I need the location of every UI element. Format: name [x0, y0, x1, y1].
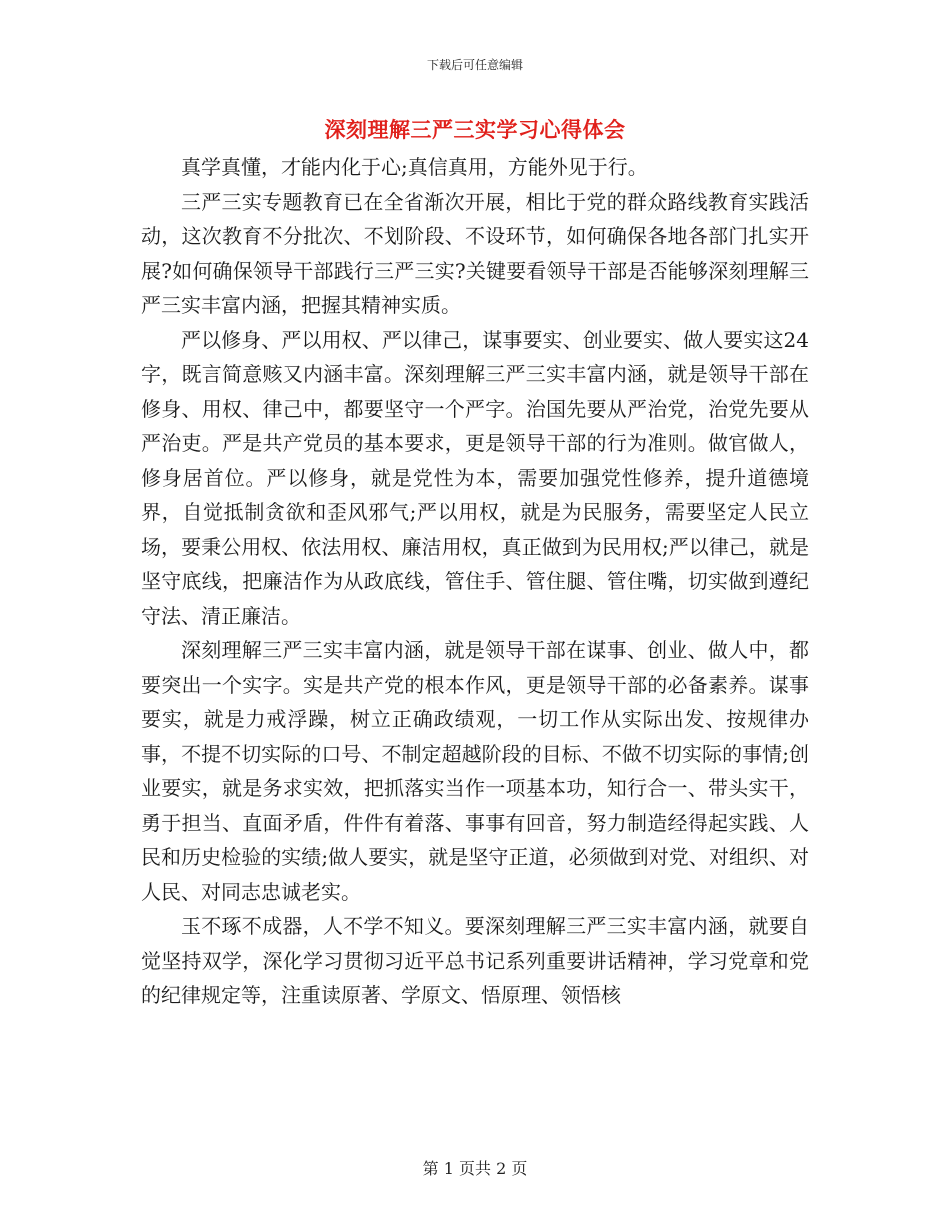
paragraph-5: 玉不琢不成器，人不学不知义。要深刻理解三严三实丰富内涵，就要自觉坚持双学，深化学习贯彻习近平总书记系列重要讲话精神，学习党章和党的纪律规定等，注重读原著、学原文、悟原理、领悟核: [141, 914, 809, 1007]
paragraph-1: 真学真懂，才能内化于心;真信真用，方能外见于行。: [181, 155, 648, 179]
paragraph-3: 严以修身、严以用权、严以律己，谋事要实、创业要实、做人要实这24字，既言简意赅又内涵丰富。深刻理解三严三实丰富内涵，就是领导干部在修身、用权、律己中，都要坚守一个严字。治国先要从严治党，治党先要从严治吏。严是共产党员的基本要求，更是领导干部的行为准则。做官做人，修身居首位。严以修身，就是党性为本，需要加强党性修养，提升道德境界，自觉抵制贪欲和歪风邪气;严以用权，就是为民服务，需要坚定人民立场，要秉公用权、依法用权、廉洁用权，真正做到为民用权;严以律己，就是坚守底线，把廉洁作为从政底线，管住手、管住腿、管住嘴，切实做到遵纪守法、清正廉洁。: [141, 327, 809, 628]
page-number-footer: 第 1 页共 2 页: [422, 1159, 528, 1178]
paragraph-2: 三严三实专题教育已在全省渐次开展，相比于党的群众路线教育实践活动，这次教育不分批次、不划阶段、不设环节，如何确保各地各部门扎实开展?如何确保领导干部践行三严三实?关键要看领导干部是否能够深刻理解三严三实丰富内涵，把握其精神实质。: [141, 189, 809, 317]
document-body: [141, 150, 809, 1013]
page-header-note: 下载后可任意编辑: [426, 58, 523, 72]
paragraph-4: 深刻理解三严三实丰富内涵，就是领导干部在谋事、创业、做人中，都要突出一个实字。实是共产党的根本作风，更是领导干部的必备素养。谋事要实，就是力戒浮躁，树立正确政绩观，一切工作从实际出发、按规律办事，不提不切实际的口号、不制定超越阶段的目标、不做不切实际的事情;创业要实，就是务求实效，把抓落实当作一项基本功，知行合一、带头实干，勇于担当、直面矛盾，件件有着落、事事有回音，努力制造经得起实践、人民和历史检验的实绩;做人要实，就是坚守正道，必须做到对党、对组织、对人民、对同志忠诚老实。: [141, 638, 809, 904]
document-title: 深刻理解三严三实学习心得体会: [324, 118, 626, 142]
